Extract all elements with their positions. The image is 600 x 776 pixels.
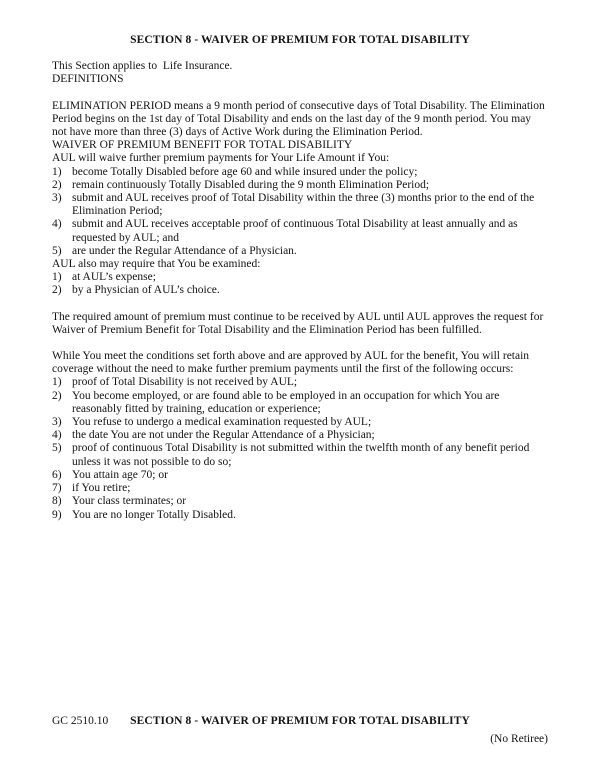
list-item-number: 7) [52, 482, 62, 495]
list-item [52, 469, 548, 482]
list-item [52, 416, 548, 429]
list-item-text: proof of continuous Total Disability is not submitted within the twelfth month of any benefit period unless it was not possible to do so; [72, 442, 530, 468]
list-item-number: 6) [52, 468, 62, 481]
list-item [52, 482, 548, 495]
footer-section-title: SECTION 8 - WAIVER OF PREMIUM FOR TOTAL DISABILITY [130, 715, 470, 727]
list-item [52, 271, 548, 284]
list-item-text: You become employed, or are found able to be employed in an occupation for which You are reasonably fitted by training, education or experience; [72, 389, 500, 415]
list-item-text: if You retire; [72, 482, 131, 495]
examination-intro: AUL also may require that You be examined: [52, 258, 261, 271]
list-item-text: Your class terminates; or [72, 495, 187, 508]
list-item [52, 166, 548, 179]
list-item [52, 179, 548, 192]
examination-list [52, 271, 548, 297]
footer-row [52, 715, 548, 728]
list-item-number: 2) [52, 284, 62, 297]
list-item-number: 5) [52, 244, 62, 257]
required-premium-paragraph: The required amount of premium must continue to be received by AUL until AUL approves the request for Waiver of Premium Benefit for Total Disability and the Elimination Period has been fulfilled. [52, 310, 546, 336]
definitions-heading: DEFINITIONS [52, 73, 124, 86]
list-item [52, 509, 548, 522]
page-footer [52, 715, 548, 746]
list-item-text: You attain age 70; or [72, 468, 168, 481]
waiver-benefit-intro: AUL will waive further premium payments for Your Life Amount if You: [52, 152, 390, 165]
list-item-text: by a Physician of AUL’s choice. [72, 284, 220, 297]
list-item-number: 2) [52, 178, 62, 191]
footer-note: (No Retiree) [490, 733, 548, 746]
list-item-number: 1) [52, 376, 62, 389]
list-item [52, 218, 548, 244]
list-item [52, 390, 548, 416]
applies-line: This Section applies to Life Insurance. [52, 60, 233, 73]
list-item-number: 4) [52, 218, 62, 231]
list-item-text: You refuse to undergo a medical examination requested by AUL; [72, 416, 372, 429]
list-item-text: proof of Total Disability is not received by AUL; [72, 376, 298, 389]
list-item [52, 442, 548, 468]
list-item-text: at AUL’s expense; [72, 271, 156, 284]
list-item-number: 5) [52, 442, 62, 455]
list-item-number: 4) [52, 429, 62, 442]
list-item-text: remain continuously Totally Disabled during the 9 month Elimination Period; [72, 178, 430, 191]
list-item [52, 429, 548, 442]
list-item-number: 2) [52, 389, 62, 402]
list-item-number: 1) [52, 271, 62, 284]
list-item-text: You are no longer Totally Disabled. [72, 508, 236, 521]
list-item-text: the date You are not under the Regular Attendance of a Physician; [72, 429, 375, 442]
list-item-number: 3) [52, 416, 62, 429]
form-number: GC 2510.10 [52, 715, 109, 727]
list-item-text: become Totally Disabled before age 60 and while insured under the policy; [72, 165, 418, 178]
retain-coverage-list [52, 376, 548, 521]
list-item-text: are under the Regular Attendance of a Physician. [72, 244, 297, 257]
list-item [52, 495, 548, 508]
list-item-number: 3) [52, 192, 62, 205]
list-item-number: 1) [52, 165, 62, 178]
list-item-text: submit and AUL receives acceptable proof of continuous Total Disability at least annually and as requested by AUL; and [72, 218, 518, 244]
list-item [52, 192, 548, 218]
retain-coverage-intro: While You meet the conditions set forth above and are approved by AUL for the benefit, You will retain coverage without the need to make further premium payments until the first of the following occurs: [52, 350, 532, 376]
list-item [52, 245, 548, 258]
list-item-number: 9) [52, 508, 62, 521]
list-item [52, 376, 548, 389]
waiver-benefit-heading: WAIVER OF PREMIUM BENEFIT FOR TOTAL DISABILITY [52, 139, 353, 152]
list-item-number: 8) [52, 495, 62, 508]
waiver-benefit-list [52, 166, 548, 258]
list-item [52, 284, 548, 297]
page-title: SECTION 8 - WAIVER OF PREMIUM FOR TOTAL DISABILITY [130, 34, 470, 46]
elimination-period-paragraph: ELIMINATION PERIOD means a 9 month period of consecutive days of Total Disability. The Elimination Period begins on the 1st day of Total Disability and ends on the last day of the 9 month period. You may not have more than three (3) days of Active Work during the Elimination Period. [52, 99, 548, 139]
list-item-text: submit and AUL receives proof of Total Disability within the three (3) months prior to the end of the Elimination Period; [72, 192, 535, 218]
